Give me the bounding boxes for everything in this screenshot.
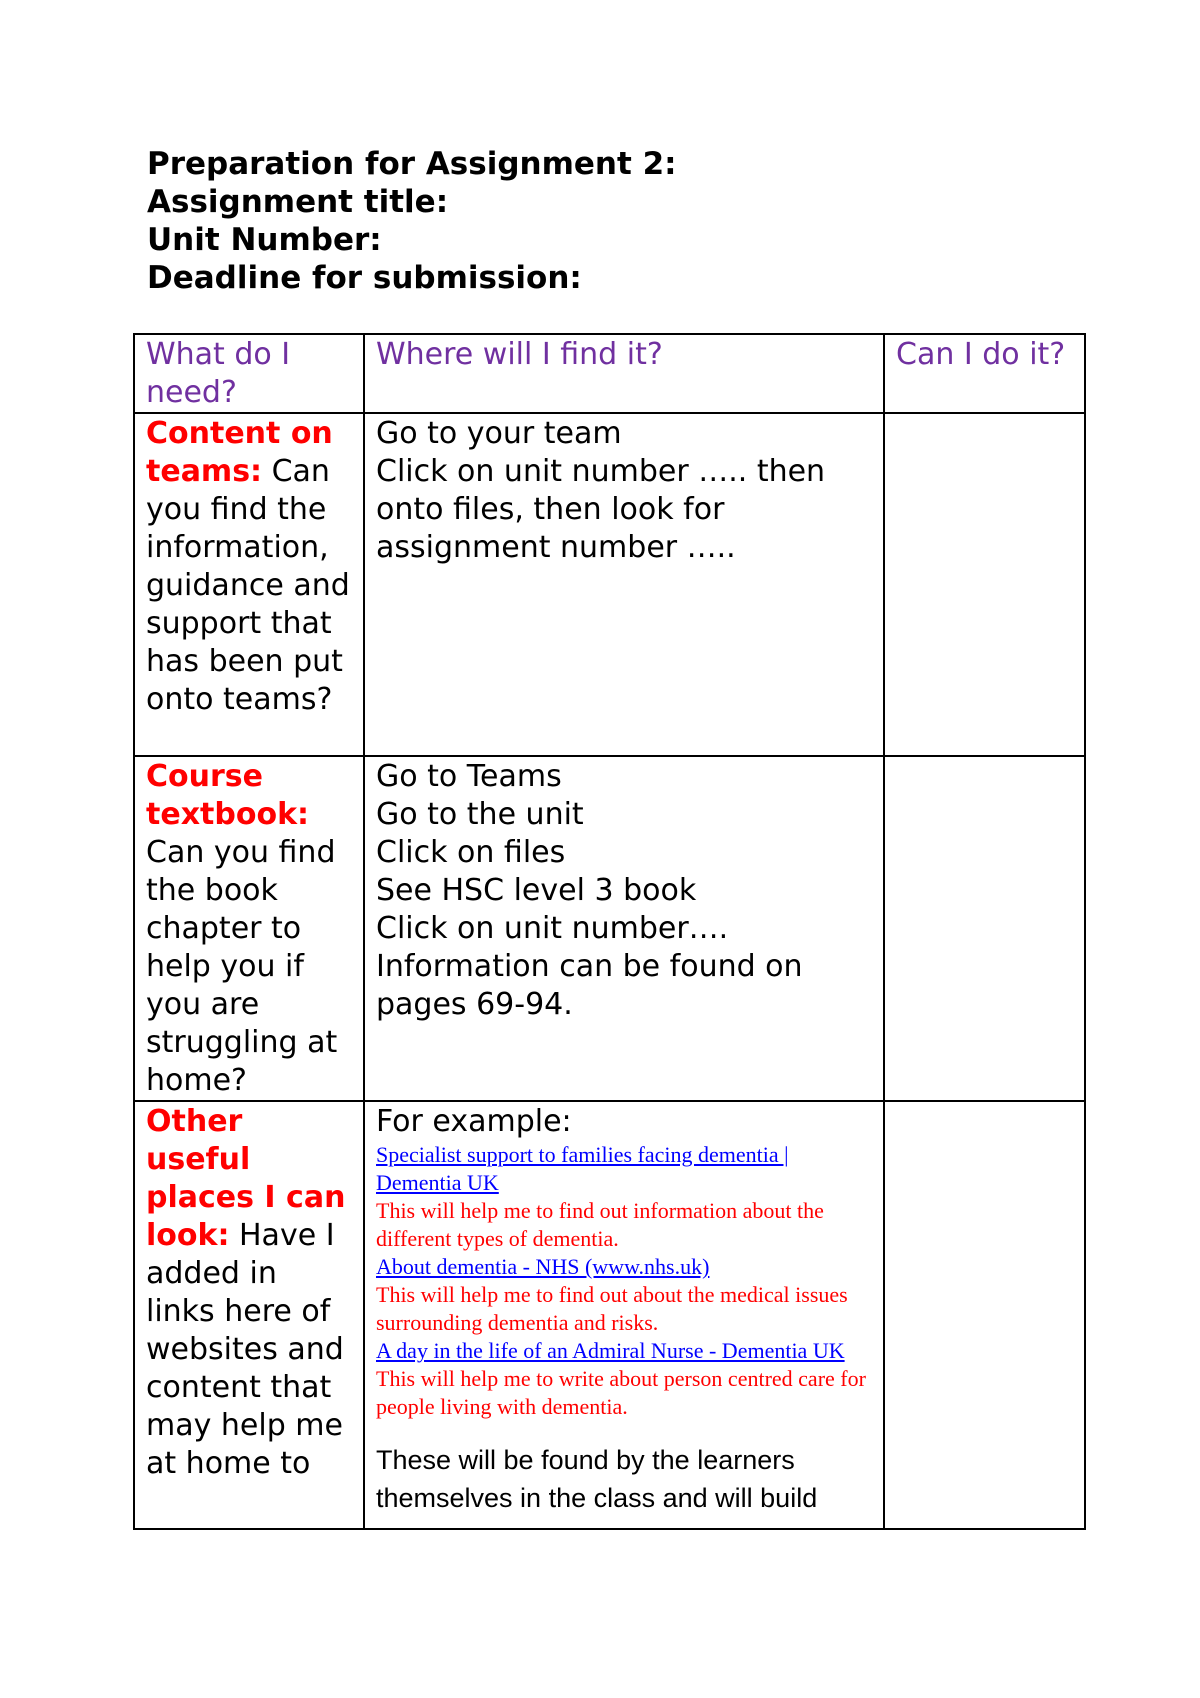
table-header-row	[134, 334, 1085, 413]
can-i-do-it-cell[interactable]	[884, 413, 1085, 756]
dementia-uk-link[interactable]: Specialist support to families facing dementia | Dementia UK	[376, 1142, 789, 1195]
unit-number-label: Unit Number:	[147, 222, 382, 258]
where-cell-other-places	[364, 1101, 884, 1529]
cell-clip	[146, 1103, 353, 1483]
can-i-do-it-cell[interactable]	[884, 1101, 1085, 1529]
row-label: Course textbook:	[146, 759, 310, 832]
need-cell-content-on-teams	[134, 413, 364, 756]
step-text: Go to Teams	[376, 759, 562, 794]
document-heading	[147, 145, 677, 297]
step-text: Go to the unit	[376, 797, 584, 832]
where-cell-textbook	[364, 756, 884, 1101]
step-text: Click on unit number ….. then onto files, then look for assignment number …..	[376, 454, 826, 565]
header-where-will-i-find-it: Where will I find it?	[364, 334, 884, 413]
table-row	[134, 756, 1085, 1101]
can-i-do-it-cell[interactable]	[884, 756, 1085, 1101]
step-text: Click on files	[376, 835, 566, 870]
row-question: Have I added in links here of websites and content that may help me at home to	[146, 1218, 344, 1481]
preparation-table	[133, 333, 1086, 1530]
admiral-nurse-link[interactable]: A day in the life of an Admiral Nurse - Dementia UK	[376, 1338, 845, 1363]
need-cell-course-textbook	[134, 756, 364, 1101]
step-text: Click on unit number….	[376, 911, 729, 946]
link-note: This will help me to find out information about the different types of dementia.	[376, 1198, 824, 1251]
table-row	[134, 1101, 1085, 1529]
step-text: Information can be found on pages 69-94.	[376, 949, 803, 1022]
closing-text: These will be found by the learners themselves in the class and will build	[376, 1445, 818, 1513]
link-note: This will help me to find out about the medical issues surrounding dementia and risks.	[376, 1282, 848, 1335]
row-label: Other useful places I can look:	[146, 1104, 346, 1253]
deadline-label: Deadline for submission:	[147, 260, 582, 296]
step-text: See HSC level 3 book	[376, 873, 697, 908]
spacer	[376, 1421, 873, 1441]
assignment-prep-title: Preparation for Assignment 2:	[147, 146, 677, 182]
row-label: Content on teams:	[146, 416, 333, 489]
need-cell-other-places	[134, 1101, 364, 1529]
row-question: Can you find the information, guidance and support that has been put onto teams?	[146, 454, 350, 717]
header-can-i-do-it: Can I do it?	[884, 334, 1085, 413]
nhs-dementia-link[interactable]: About dementia - NHS (www.nhs.uk)	[376, 1254, 710, 1279]
cell-clip	[376, 1103, 873, 1517]
step-text: Go to your team	[376, 416, 622, 451]
table-row	[134, 413, 1085, 756]
where-cell-teams	[364, 413, 884, 756]
link-note: This will help me to write about person centred care for people living with dementia.	[376, 1366, 866, 1419]
row-question: Can you find the book chapter to help you if you are struggling at home?	[146, 835, 338, 1098]
assignment-title-label: Assignment title:	[147, 184, 449, 220]
intro-text: For example:	[376, 1104, 572, 1139]
header-what-do-i-need: What do I need?	[134, 334, 364, 413]
